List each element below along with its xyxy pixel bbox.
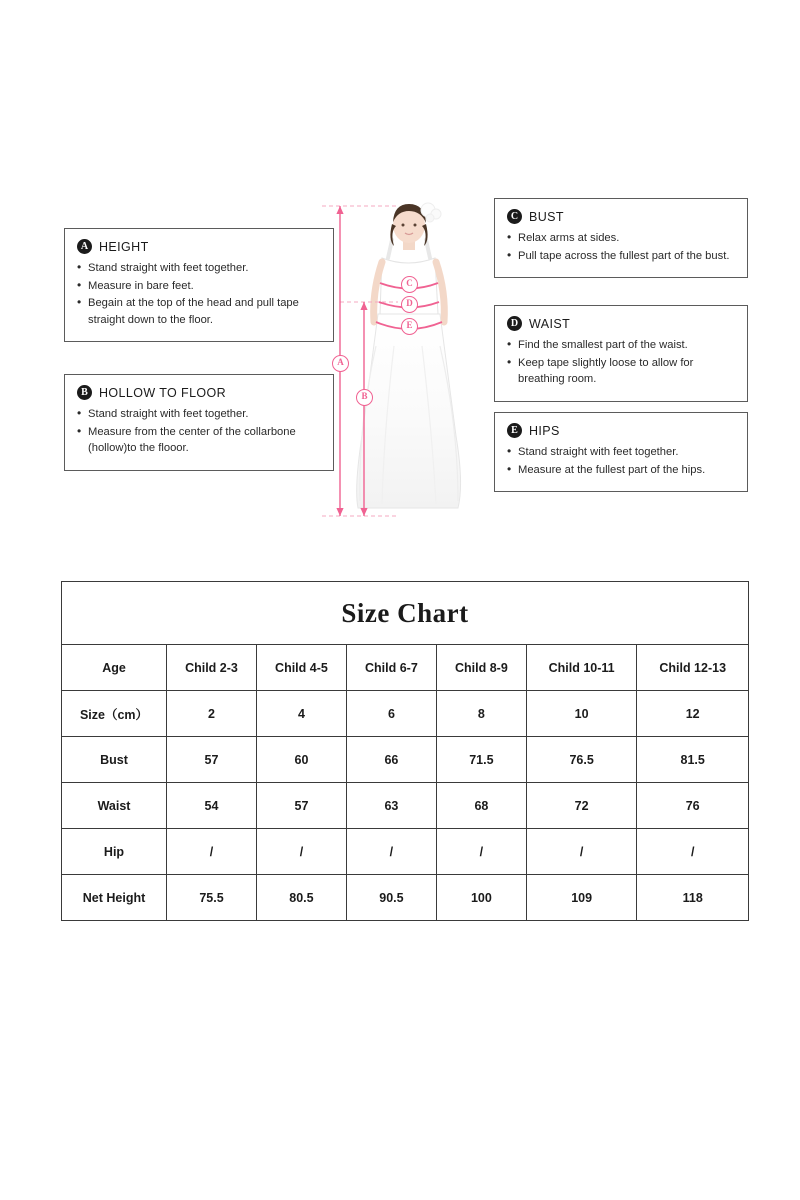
badge-b-icon: B: [77, 385, 92, 400]
info-box-bust: [494, 198, 748, 278]
info-box-waist: [494, 305, 748, 402]
table-title-row: [62, 582, 749, 645]
table-cell: /: [167, 829, 257, 875]
table-cell: /: [256, 829, 346, 875]
table-header-row: [62, 645, 749, 691]
table-cell: 90.5: [346, 875, 436, 921]
list-item: • Measure from the center of the collarbone (hollow)to the flooor.: [77, 424, 321, 457]
list-item: • Pull tape across the fullest part of the bust.: [507, 248, 735, 265]
list-item: • Keep tape slightly loose to allow for breathing room.: [507, 355, 735, 388]
list-item: • Stand straight with feet together.: [77, 406, 321, 423]
info-box-hips-title: HIPS: [529, 423, 560, 438]
info-box-height-list: [77, 260, 321, 328]
info-box-waist-list: [507, 337, 735, 388]
table-row: [62, 691, 749, 737]
table-cell: 57: [167, 737, 257, 783]
info-box-hollow-to-floor-title: HOLLOW TO FLOOR: [99, 385, 227, 400]
table-cell: 118: [637, 875, 749, 921]
info-box-hollow-to-floor-header: [77, 385, 321, 400]
table-row: [62, 829, 749, 875]
info-box-height-title: HEIGHT: [99, 239, 149, 254]
table-cell: /: [637, 829, 749, 875]
row-header: Bust: [62, 737, 167, 783]
info-box-height: [64, 228, 334, 342]
column-header: Child 8-9: [436, 645, 526, 691]
marker-e: E: [401, 318, 418, 335]
table-cell: 71.5: [436, 737, 526, 783]
marker-a: A: [332, 355, 349, 372]
table-cell: 60: [256, 737, 346, 783]
table-cell: 76.5: [526, 737, 637, 783]
table-cell: 4: [256, 691, 346, 737]
table-cell: 100: [436, 875, 526, 921]
table-cell: 12: [637, 691, 749, 737]
column-header: Child 12-13: [637, 645, 749, 691]
marker-d: D: [401, 296, 418, 313]
column-header: Child 4-5: [256, 645, 346, 691]
list-item: • Stand straight with feet together.: [77, 260, 321, 277]
table-cell: 2: [167, 691, 257, 737]
info-box-bust-header: [507, 209, 735, 224]
info-box-height-header: [77, 239, 321, 254]
badge-d-icon: D: [507, 316, 522, 331]
info-box-bust-list: [507, 230, 735, 264]
info-box-hips-list: [507, 444, 735, 478]
list-item: • Measure in bare feet.: [77, 278, 321, 295]
table-cell: 75.5: [167, 875, 257, 921]
marker-b: B: [356, 389, 373, 406]
table-row: [62, 737, 749, 783]
list-item: • Begain at the top of the head and pull tape straight down to the floor.: [77, 295, 321, 328]
table-row: [62, 783, 749, 829]
table-cell: 8: [436, 691, 526, 737]
list-item: • Measure at the fullest part of the hips.: [507, 462, 735, 479]
table-cell: /: [436, 829, 526, 875]
list-item: • Stand straight with feet together.: [507, 444, 735, 461]
info-box-hips-header: [507, 423, 735, 438]
table-cell: 57: [256, 783, 346, 829]
table-row: [62, 875, 749, 921]
info-box-hips: [494, 412, 748, 492]
table-cell: 109: [526, 875, 637, 921]
row-header: Size（cm）: [62, 691, 167, 737]
table-cell: 10: [526, 691, 637, 737]
table-cell: /: [346, 829, 436, 875]
table-cell: 54: [167, 783, 257, 829]
table-cell: 66: [346, 737, 436, 783]
info-box-hollow-to-floor-list: [77, 406, 321, 457]
size-chart-table: [61, 581, 749, 921]
table-cell: 80.5: [256, 875, 346, 921]
table-cell: 63: [346, 783, 436, 829]
badge-a-icon: A: [77, 239, 92, 254]
list-item: • Find the smallest part of the waist.: [507, 337, 735, 354]
table-cell: 68: [436, 783, 526, 829]
table-cell: 76: [637, 783, 749, 829]
row-header: Waist: [62, 783, 167, 829]
row-header: Hip: [62, 829, 167, 875]
page-title: Size Chart: [62, 582, 749, 645]
marker-c: C: [401, 276, 418, 293]
column-header: Child 2-3: [167, 645, 257, 691]
table-cell: /: [526, 829, 637, 875]
info-box-waist-title: WAIST: [529, 316, 571, 331]
badge-c-icon: C: [507, 209, 522, 224]
row-header: Net Height: [62, 875, 167, 921]
table-cell: 72: [526, 783, 637, 829]
info-box-hollow-to-floor: [64, 374, 334, 471]
info-box-bust-title: BUST: [529, 209, 564, 224]
badge-e-icon: E: [507, 423, 522, 438]
info-box-waist-header: [507, 316, 735, 331]
column-header: Child 10-11: [526, 645, 637, 691]
table-cell: 81.5: [637, 737, 749, 783]
column-header: Age: [62, 645, 167, 691]
column-header: Child 6-7: [346, 645, 436, 691]
table-cell: 6: [346, 691, 436, 737]
measurement-guide: [0, 0, 800, 560]
list-item: • Relax arms at sides.: [507, 230, 735, 247]
